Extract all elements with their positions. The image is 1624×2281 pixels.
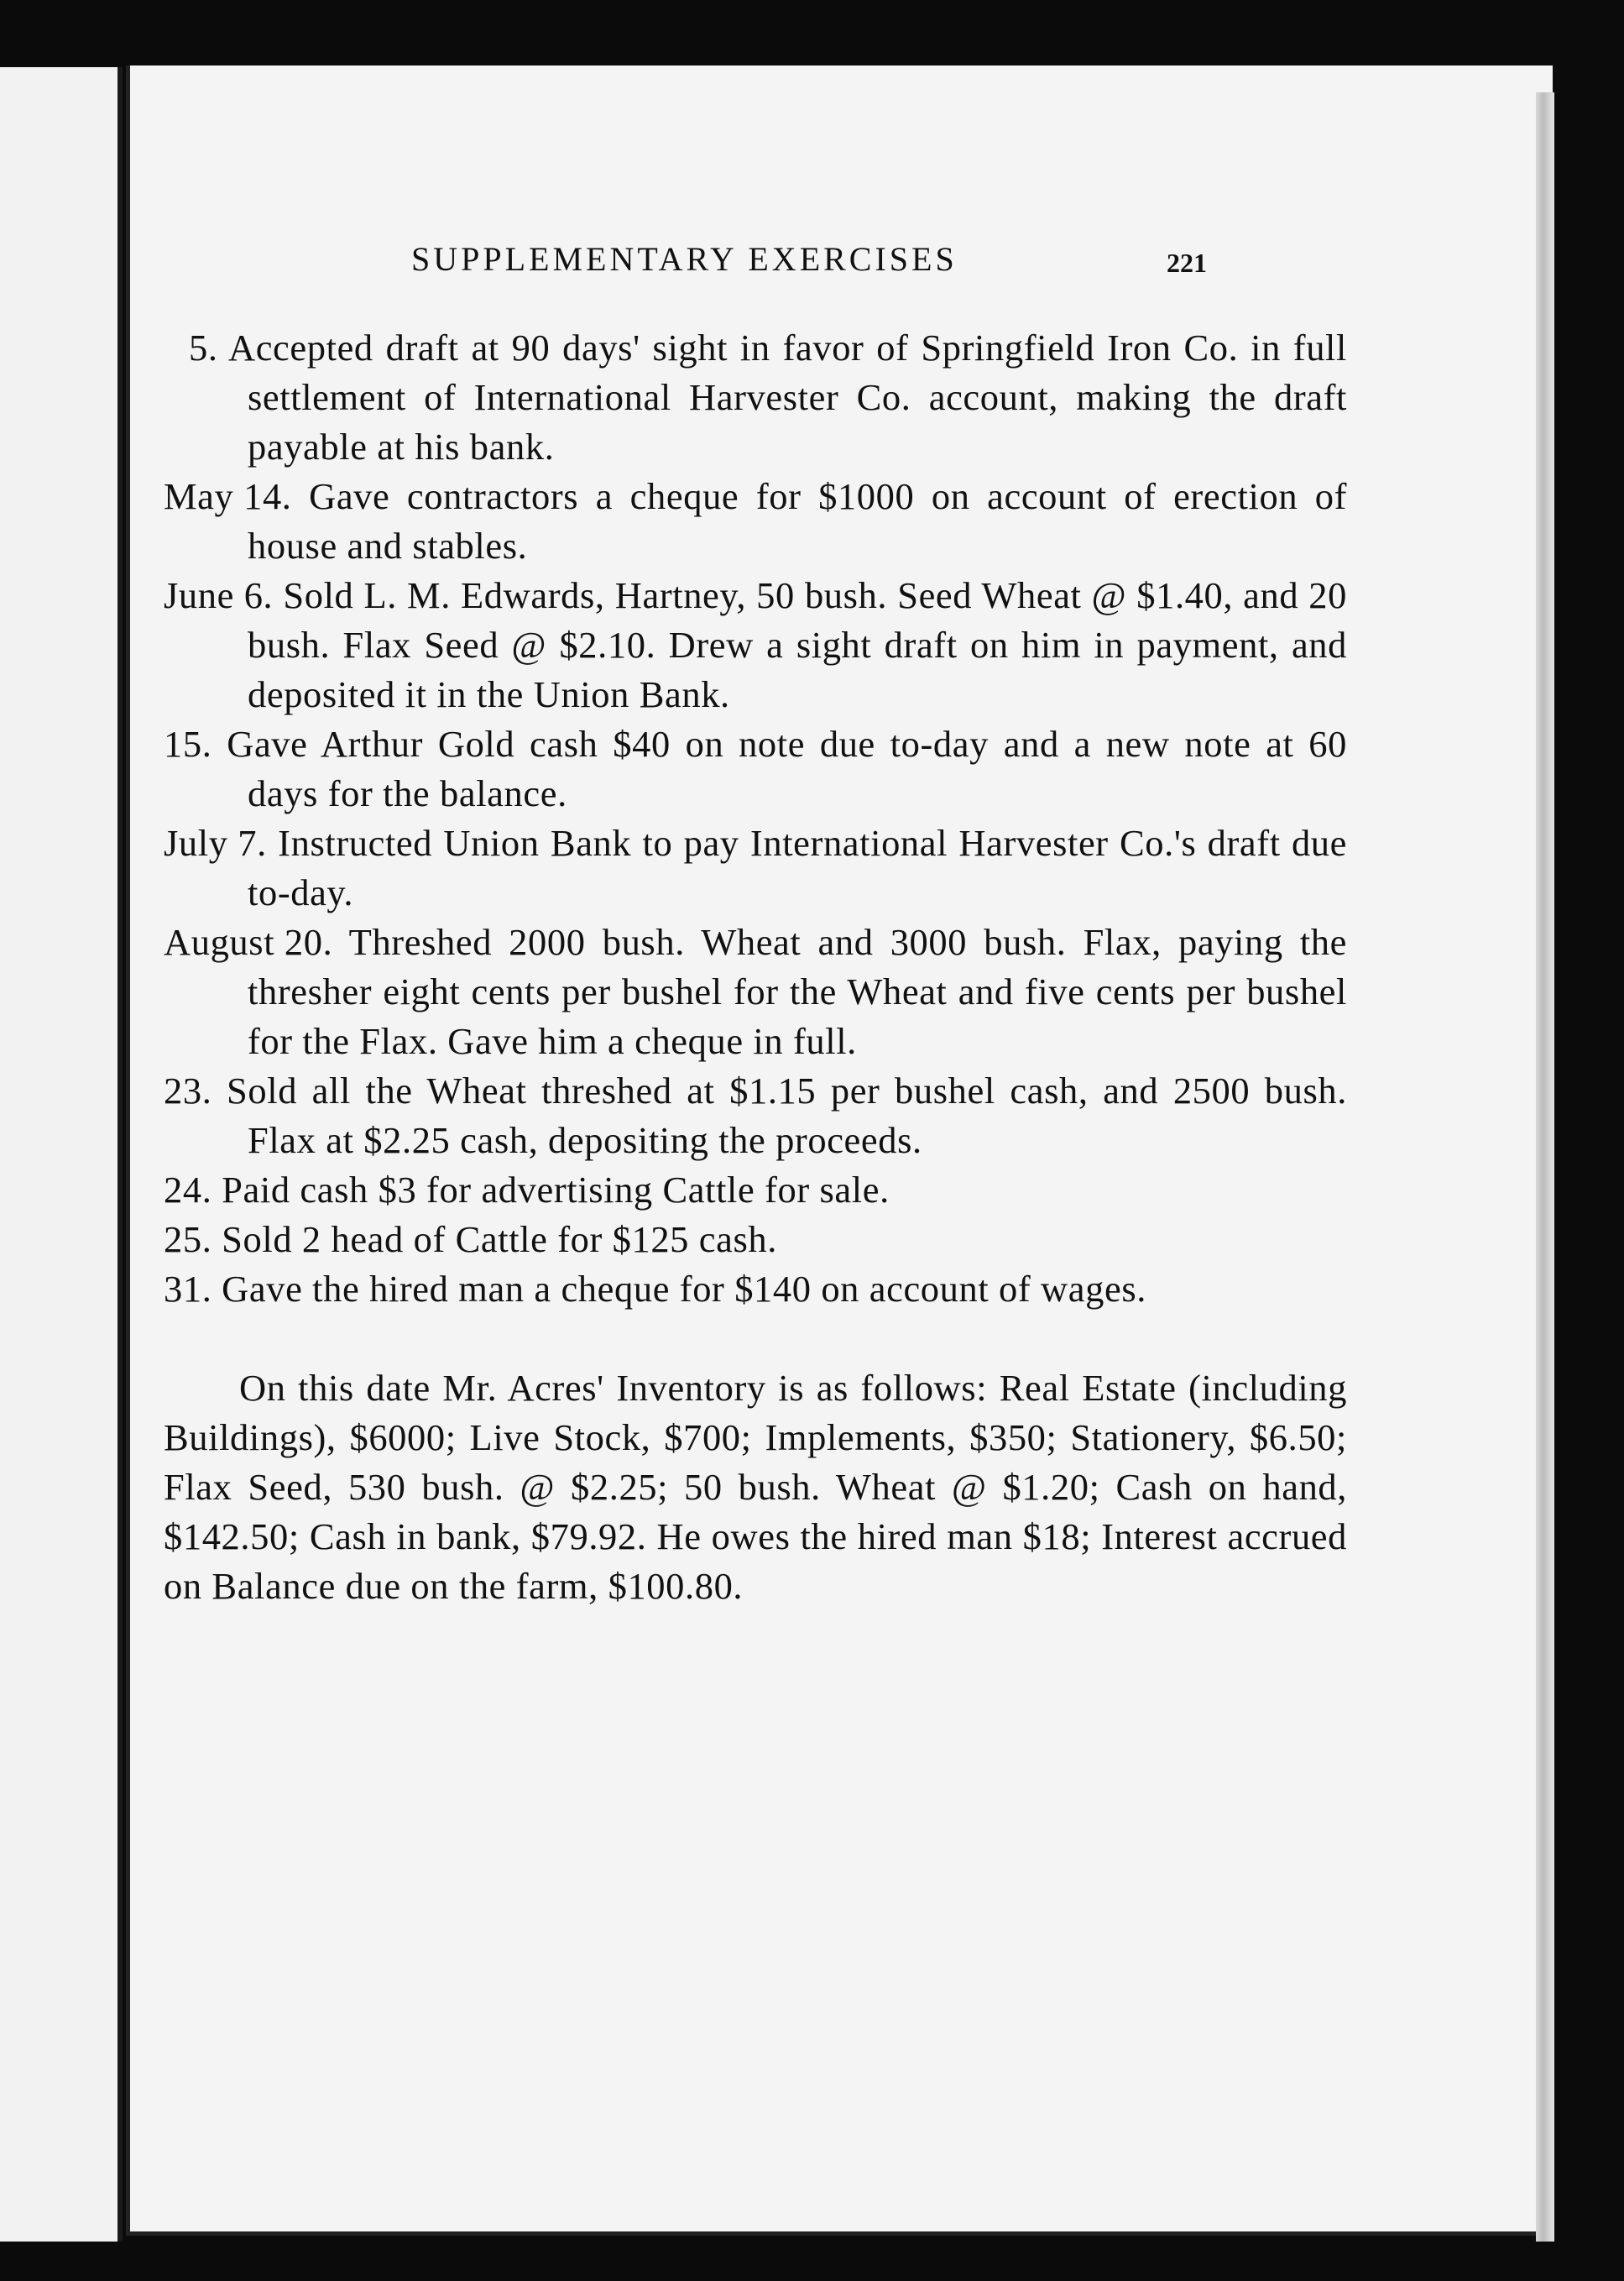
entry-item — [164, 1264, 1347, 1314]
entry-date: August 20. — [164, 921, 333, 963]
entry-item — [164, 1066, 1347, 1165]
page-stack-edge — [1536, 92, 1554, 2242]
entry-item — [164, 918, 1347, 1066]
entry-text: Gave Arthur Gold cash $40 on note due to-day and a new note at 60 days for the balance. — [227, 723, 1347, 814]
entry-date: May 14. — [164, 475, 292, 517]
page-number: 221 — [1167, 248, 1207, 278]
entry-text: Gave the hired man a cheque for $140 on account of wages. — [222, 1268, 1146, 1310]
entry-item — [164, 719, 1347, 819]
entry-date: 15. — [164, 723, 212, 765]
entry-text: Threshed 2000 bush. Wheat and 3000 bush. Flax, paying the thresher eight cents per bushel for the Wheat and five cents per bushel for the Flax. Gave him a cheque in full. — [248, 921, 1347, 1062]
entry-text: Sold 2 head of Cattle for $125 cash. — [222, 1218, 777, 1260]
entry-date: 31. — [164, 1268, 212, 1310]
previous-page-edge — [0, 67, 123, 2242]
entry-text: Paid cash $3 for advertising Cattle for sale. — [222, 1169, 890, 1211]
entry-date: 5. — [189, 327, 218, 369]
entry-item — [164, 472, 1347, 571]
entry-item — [164, 323, 1347, 472]
running-title: SUPPLEMENTARY EXERCISES — [411, 240, 958, 278]
entry-text: Accepted draft at 90 days' sight in favor of Springfield Iron Co. in full settlement of International Harvester Co. account, making the draft payable at his bank. — [227, 327, 1347, 468]
entry-text: Gave contractors a cheque for $1000 on account of erection of house and stables. — [248, 475, 1347, 567]
entry-text: Sold all the Wheat threshed at $1.15 per bushel cash, and 2500 bush. Flax at $2.25 cash, depositing the proceeds. — [227, 1070, 1348, 1161]
entry-item — [164, 571, 1347, 719]
entry-date: July 7. — [164, 822, 267, 864]
exercise-text — [164, 323, 1347, 1611]
entry-date: 24. — [164, 1169, 212, 1211]
entry-text: Instructed Union Bank to pay International Harvester Co.'s draft due to-day. — [248, 822, 1347, 913]
entry-item — [164, 1215, 1347, 1264]
inventory-paragraph: On this date Mr. Acres' Inventory is as follows: Real Estate (including Buildings), $6000; Live Stock, $700; Implements, $350; Stationery, $6.50; Flax Seed, 530 bush. @ $2.25; 50 bush. Wheat @ $1.20; Cash on hand, $142.50; Cash in bank, $79.92. He owes the hired man $18; Interest accrued on Balance due on the farm, $100.80. — [164, 1367, 1347, 1607]
entry-date: 25. — [164, 1218, 212, 1260]
entry-item — [164, 819, 1347, 918]
entry-item — [164, 1165, 1347, 1215]
entry-text: Sold L. M. Edwards, Hartney, 50 bush. Seed Wheat @ $1.40, and 20 bush. Flax Seed @ $2.10. Drew a sight draft on him in payment, and deposited it in the Union Bank. — [248, 574, 1348, 715]
entry-date: 23. — [164, 1070, 212, 1112]
entry-date: June 6. — [164, 574, 274, 616]
